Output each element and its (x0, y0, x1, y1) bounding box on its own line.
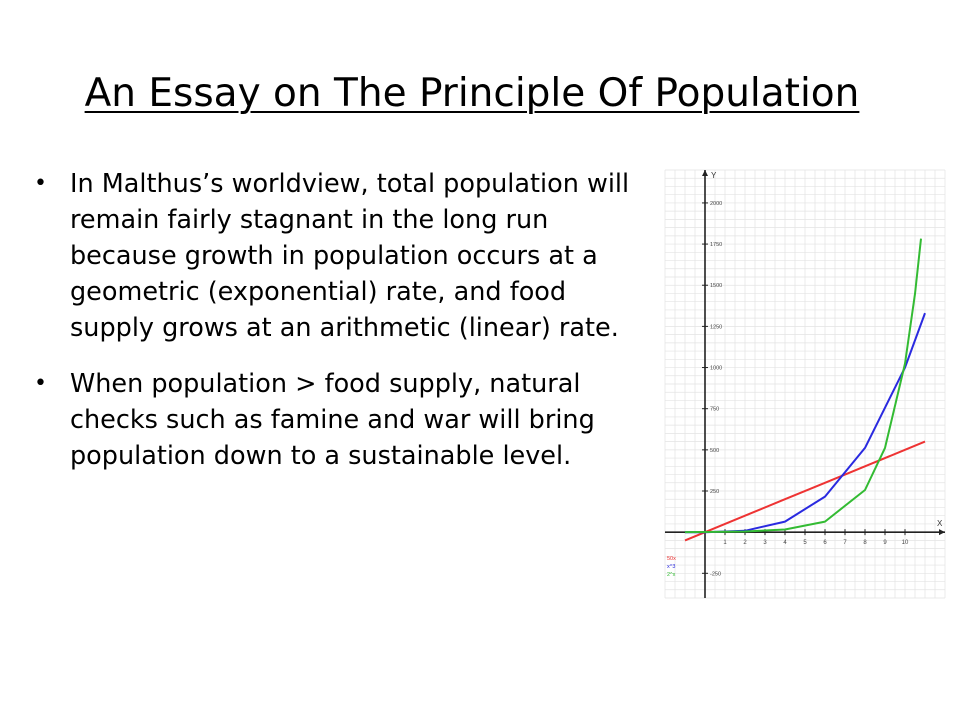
bullet-dot-icon: • (34, 171, 47, 196)
y-tick-label: -250 (710, 571, 722, 578)
x-tick-label: 1 (723, 540, 727, 547)
y-tick-label: 2000 (710, 200, 723, 207)
y-axis-label: Y (711, 171, 717, 180)
bullet-dot-icon: • (34, 371, 47, 396)
bullet-list (26, 166, 656, 494)
x-tick-label: 2 (743, 540, 747, 547)
x-tick-label: 7 (843, 540, 847, 547)
y-tick-label: 250 (710, 489, 720, 495)
y-tick-label: 750 (710, 406, 720, 413)
x-tick-label: 4 (783, 540, 787, 547)
x-axis-label: X (937, 519, 943, 529)
y-tick-label: 1000 (710, 365, 723, 372)
legend-entry: 50x (667, 556, 676, 563)
y-axis-arrow-icon (702, 170, 708, 176)
y-tick-label: 1500 (710, 283, 723, 290)
bullet-text: In Malthus’s worldview, total population will remain fairly stagnant in the long run because growth in population occurs at a geometric (exponential) rate, and food supply grows at an arithmetic (linear) rate. (70, 169, 630, 343)
x-tick-label: 10 (901, 540, 909, 547)
y-tick-label: 1750 (710, 242, 723, 249)
growth-comparison-graph (660, 160, 950, 600)
bullet-text: When population > food supply, natural checks such as famine and war will bring population down to a sustainable level. (70, 369, 595, 471)
slide-title: An Essay on The Principle Of Population (84, 71, 860, 116)
x-tick-label: 9 (883, 540, 887, 547)
x-tick-label: 6 (823, 540, 827, 547)
legend-entry: x^3 (667, 564, 676, 571)
bullet-item (26, 366, 656, 474)
legend-entry: 2^x (667, 572, 676, 579)
y-tick-label: 1250 (710, 324, 723, 331)
x-tick-label: 5 (803, 540, 807, 547)
x-tick-label: 3 (763, 540, 767, 547)
x-axis-arrow-icon (939, 529, 945, 535)
y-tick-label: 500 (710, 447, 720, 454)
x-tick-label: 8 (863, 540, 867, 547)
bullet-item (26, 166, 656, 346)
